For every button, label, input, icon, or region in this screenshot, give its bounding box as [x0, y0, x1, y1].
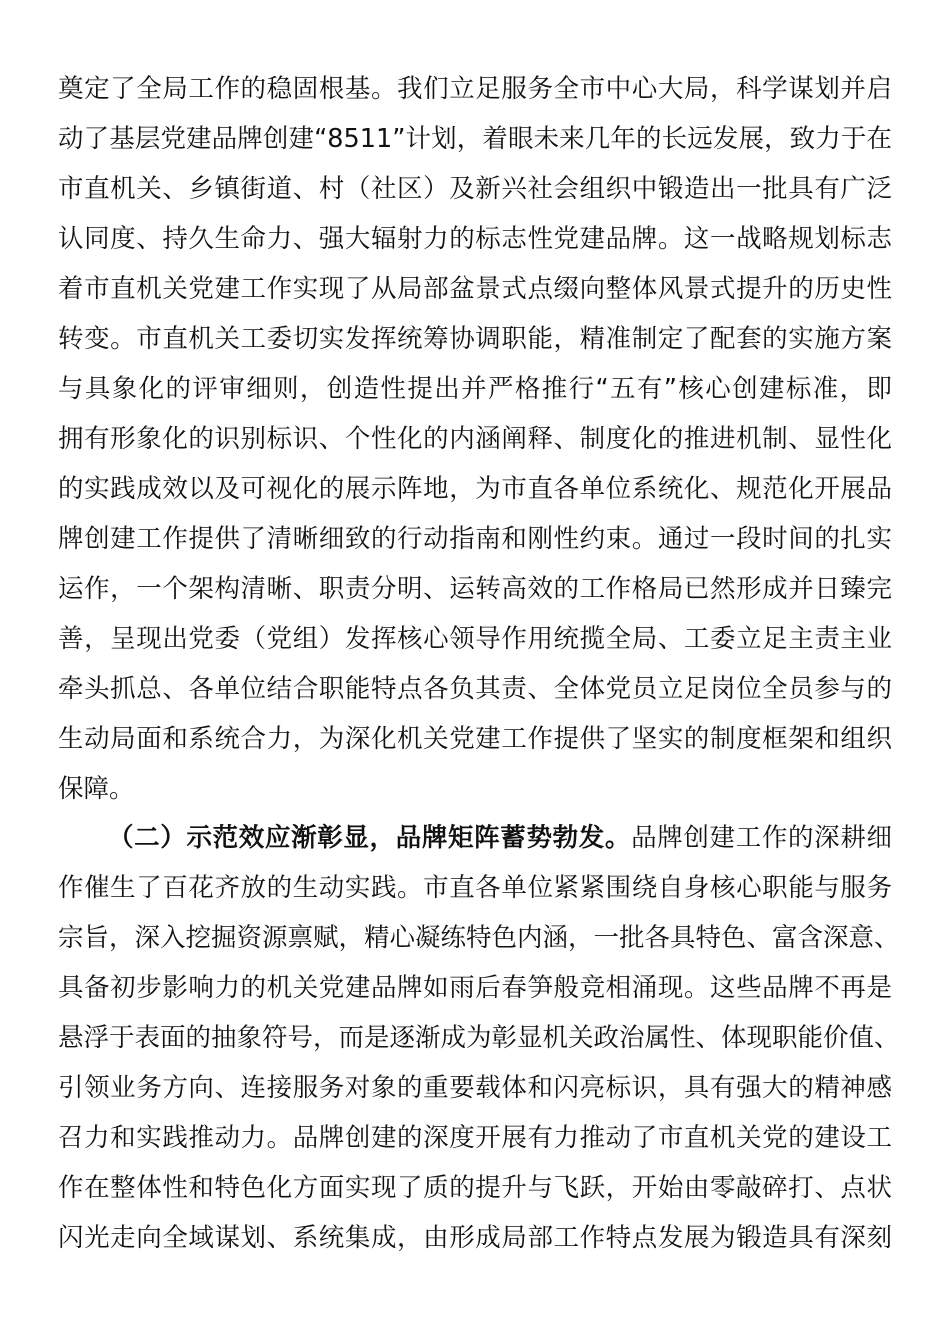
paragraph-line: 具备初步影响力的机关党建品牌如雨后春笋般竞相涌现。这些品牌不再是 — [58, 973, 892, 1003]
paragraph-line: 悬浮于表面的抽象符号，而是逐渐成为彰显机关政治属性、体现职能价值、 — [58, 1023, 900, 1053]
paragraph-line: 运作，一个架构清晰、职责分明、运转高效的工作格局已然形成并日臻完 — [58, 574, 892, 604]
paragraph-line: 保障。 — [58, 774, 135, 804]
paragraph-line: 牵头抓总、各单位结合职能特点各负其责、全体党员立足岗位全员参与的 — [58, 674, 892, 704]
paragraph-line: 市直机关、乡镇街道、村（社区）及新兴社会组织中锻造出一批具有广泛 — [58, 174, 892, 204]
paragraph-line: 与具象化的评审细则，创造性提出并严格推行“五有”核心创建标准，即 — [58, 374, 892, 404]
paragraph-line: 转变。市直机关工委切实发挥统筹协调职能，精准制定了配套的实施方案 — [58, 324, 892, 354]
section-heading: （二）示范效应渐彰显，品牌矩阵蓄势勃发。 — [108, 823, 632, 853]
paragraph-line: 宗旨，深入挖掘资源禀赋，精心凝练特色内涵，一批各具特色、富含深意、 — [58, 923, 900, 953]
paragraph-line: 动了基层党建品牌创建“8511”计划，着眼未来几年的长远发展，致力于在 — [58, 124, 892, 154]
section-heading-rest: 品牌创建工作的深耕细 — [631, 823, 892, 853]
paragraph-line: 善，呈现出党委（党组）发挥核心领导作用统揽全局、工委立足主责主业 — [58, 624, 892, 654]
paragraph-line: 闪光走向全域谋划、系统集成，由形成局部工作特点发展为锻造具有深刻 — [58, 1223, 892, 1253]
paragraph-line: 牌创建工作提供了清晰细致的行动指南和刚性约束。通过一段时间的扎实 — [58, 524, 892, 554]
paragraph-line: 作催生了百花齐放的生动实践。市直各单位紧紧围绕自身核心职能与服务 — [58, 873, 892, 903]
paragraph-line: 引领业务方向、连接服务对象的重要载体和闪亮标识，具有强大的精神感 — [58, 1073, 892, 1103]
paragraph-line: 的实践成效以及可视化的展示阵地，为市直各单位系统化、规范化开展品 — [58, 474, 892, 504]
paragraph-line: 召力和实践推动力。品牌创建的深度开展有力推动了市直机关党的建设工 — [58, 1123, 892, 1153]
section-heading-line — [108, 813, 892, 863]
paragraph-line: 着市直机关党建工作实现了从局部盆景式点缀向整体风景式提升的历史性 — [58, 274, 892, 304]
paragraph-line: 奠定了全局工作的稳固根基。我们立足服务全市中心大局，科学谋划并启 — [58, 74, 892, 104]
paragraph-line: 认同度、持久生命力、强大辐射力的标志性党建品牌。这一战略规划标志 — [58, 224, 892, 254]
paragraph-line: 生动局面和系统合力，为深化机关党建工作提供了坚实的制度框架和组织 — [58, 724, 892, 754]
paragraph-line: 拥有形象化的识别标识、个性化的内涵阐释、制度化的推进机制、显性化 — [58, 424, 892, 454]
paragraph-line: 作在整体性和特色化方面实现了质的提升与飞跃，开始由零敲碎打、点状 — [58, 1173, 892, 1203]
